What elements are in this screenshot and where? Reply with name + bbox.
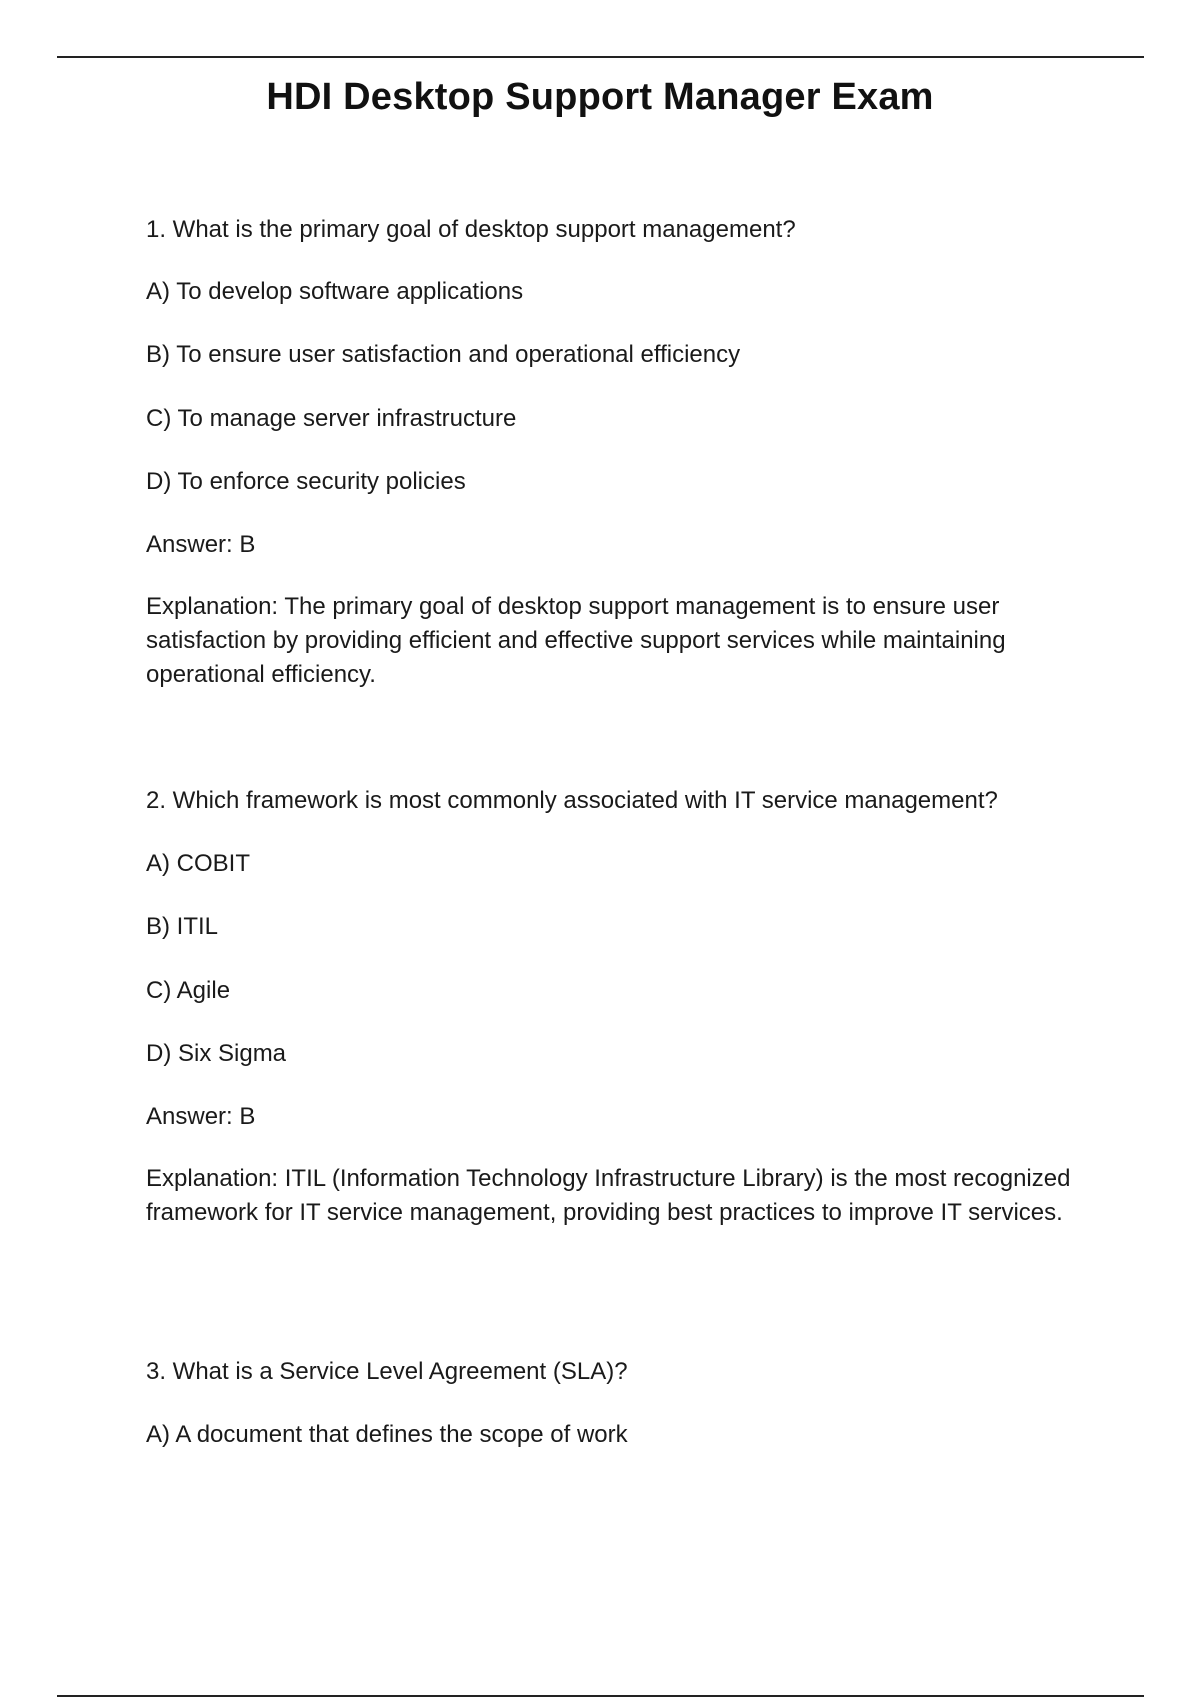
answer-text: Answer: B [146,531,256,558]
question-text: 1. What is the primary goal of desktop support management? [146,216,796,243]
explanation-text: Explanation: ITIL (Information Technology Infrastructure Library) is the most recognized framework for IT service management, providing best practices to improve IT services. [146,1165,1071,1226]
question-text: 3. What is a Service Level Agreement (SLA)? [146,1358,628,1385]
option-a: A) A document that defines the scope of work [146,1421,628,1448]
bottom-divider [57,1695,1144,1697]
top-divider [57,56,1144,58]
option-d: D) To enforce security policies [146,468,466,495]
option-b: B) To ensure user satisfaction and operational efficiency [146,341,741,368]
question-text: 2. Which framework is most commonly associated with IT service management? [146,787,998,814]
option-b: B) ITIL [146,913,219,940]
document-title: HDI Desktop Support Manager Exam [266,76,934,118]
answer-text: Answer: B [146,1103,256,1130]
option-a: A) To develop software applications [146,278,524,305]
option-c: C) To manage server infrastructure [146,405,517,432]
explanation-text: Explanation: The primary goal of desktop support management is to ensure user satisfaction by providing efficient and effective support services while maintaining operational efficiency. [146,593,1006,688]
option-c: C) Agile [146,977,231,1004]
option-d: D) Six Sigma [146,1040,287,1067]
option-a: A) COBIT [146,850,251,877]
